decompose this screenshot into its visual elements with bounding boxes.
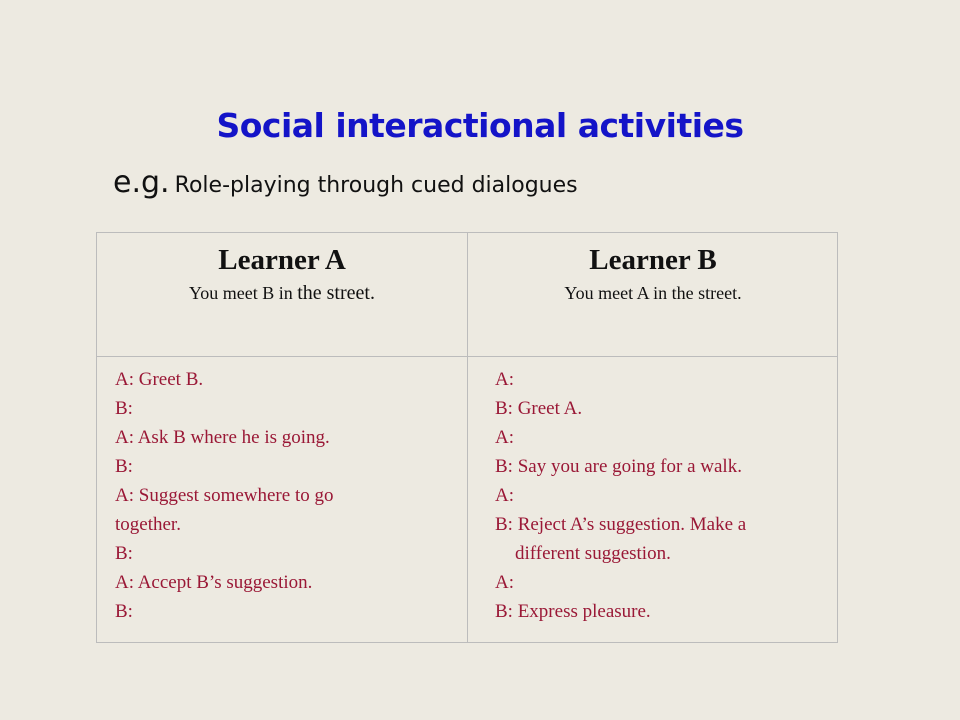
dialogue-line: different suggestion. [515, 543, 671, 564]
slide-title: Social interactional activities [216, 106, 744, 145]
dialogue-line: A: Greet B. [115, 369, 204, 390]
learner-a-dialogue [115, 365, 460, 626]
dialogue-line: B: [115, 543, 133, 564]
slide-subtitle [113, 165, 578, 200]
dialogue-line: A: [495, 369, 514, 390]
learner-b-name: Learner B [589, 244, 717, 276]
subtitle-text: Role-playing through cued dialogues [174, 173, 578, 198]
learner-b-description: You meet A in the street. [564, 283, 742, 303]
dialogue-line: A: Ask B where he is going. [115, 427, 330, 448]
learner-b-header [468, 243, 838, 305]
dialogue-line: B: Express pleasure. [495, 601, 651, 622]
dialogue-line: together. [115, 514, 181, 535]
dialogue-line: B: [115, 601, 133, 622]
learner-a-description-suffix: the street. [297, 282, 375, 304]
dialogue-line: B: [115, 398, 133, 419]
dialogue-line: B: Say you are going for a walk. [495, 456, 742, 477]
subtitle-eg: e.g. [113, 165, 170, 200]
learner-a-description [97, 281, 467, 305]
learner-a-name: Learner A [218, 244, 346, 276]
dialogue-line: A: [495, 427, 514, 448]
learner-b-dialogue [495, 365, 830, 626]
dialogue-line: B: Reject A’s suggestion. Make a [495, 514, 747, 535]
dialogue-line: A: [495, 572, 514, 593]
learner-a-description-prefix: You meet B in [189, 283, 293, 303]
dialogue-line: A: Suggest somewhere to go [115, 485, 334, 506]
dialogue-table [96, 232, 838, 643]
learner-a-header [97, 243, 467, 305]
row-divider [97, 356, 837, 357]
dialogue-line: B: [115, 456, 133, 477]
dialogue-line: B: Greet A. [495, 398, 583, 419]
dialogue-line: A: Accept B’s suggestion. [115, 572, 313, 593]
dialogue-line: A: [495, 485, 514, 506]
